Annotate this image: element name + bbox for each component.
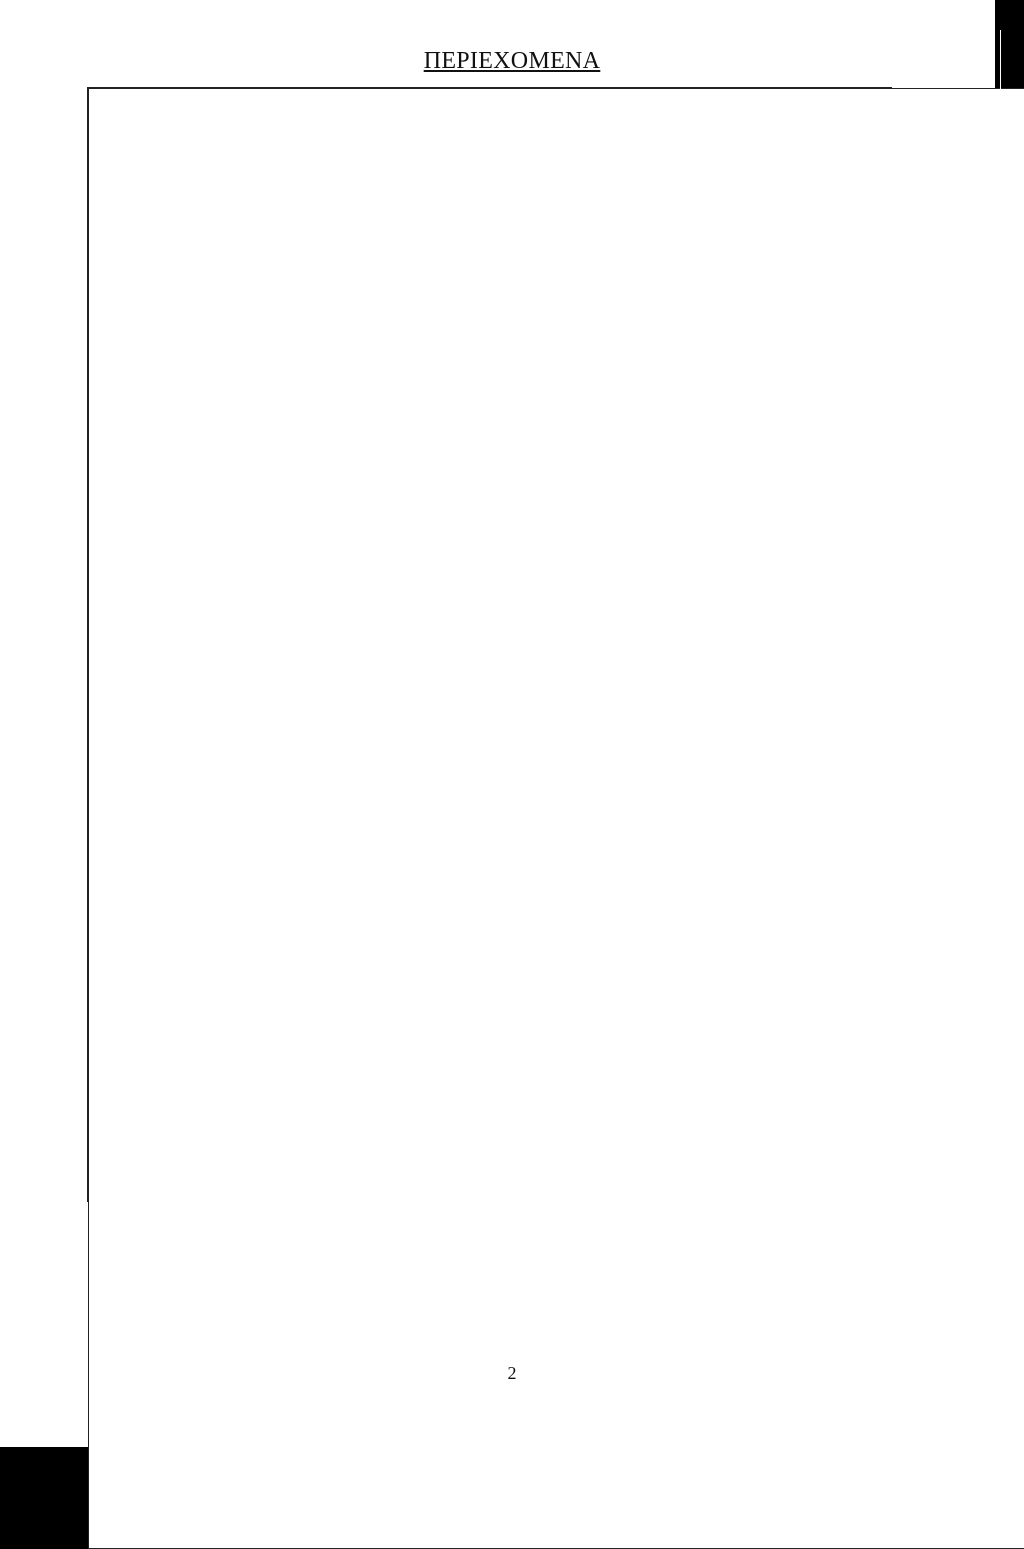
table-of-contents xyxy=(87,87,939,1202)
page-title: ΠΕΡΙΕΧΟΜΕΝΑ xyxy=(0,48,1024,75)
toc-body xyxy=(88,88,939,1202)
toc-row xyxy=(88,1164,939,1202)
toc-entry-page xyxy=(88,88,1024,1549)
scan-edge-line xyxy=(1000,30,1001,285)
page-number: 2 xyxy=(0,1363,1024,1384)
